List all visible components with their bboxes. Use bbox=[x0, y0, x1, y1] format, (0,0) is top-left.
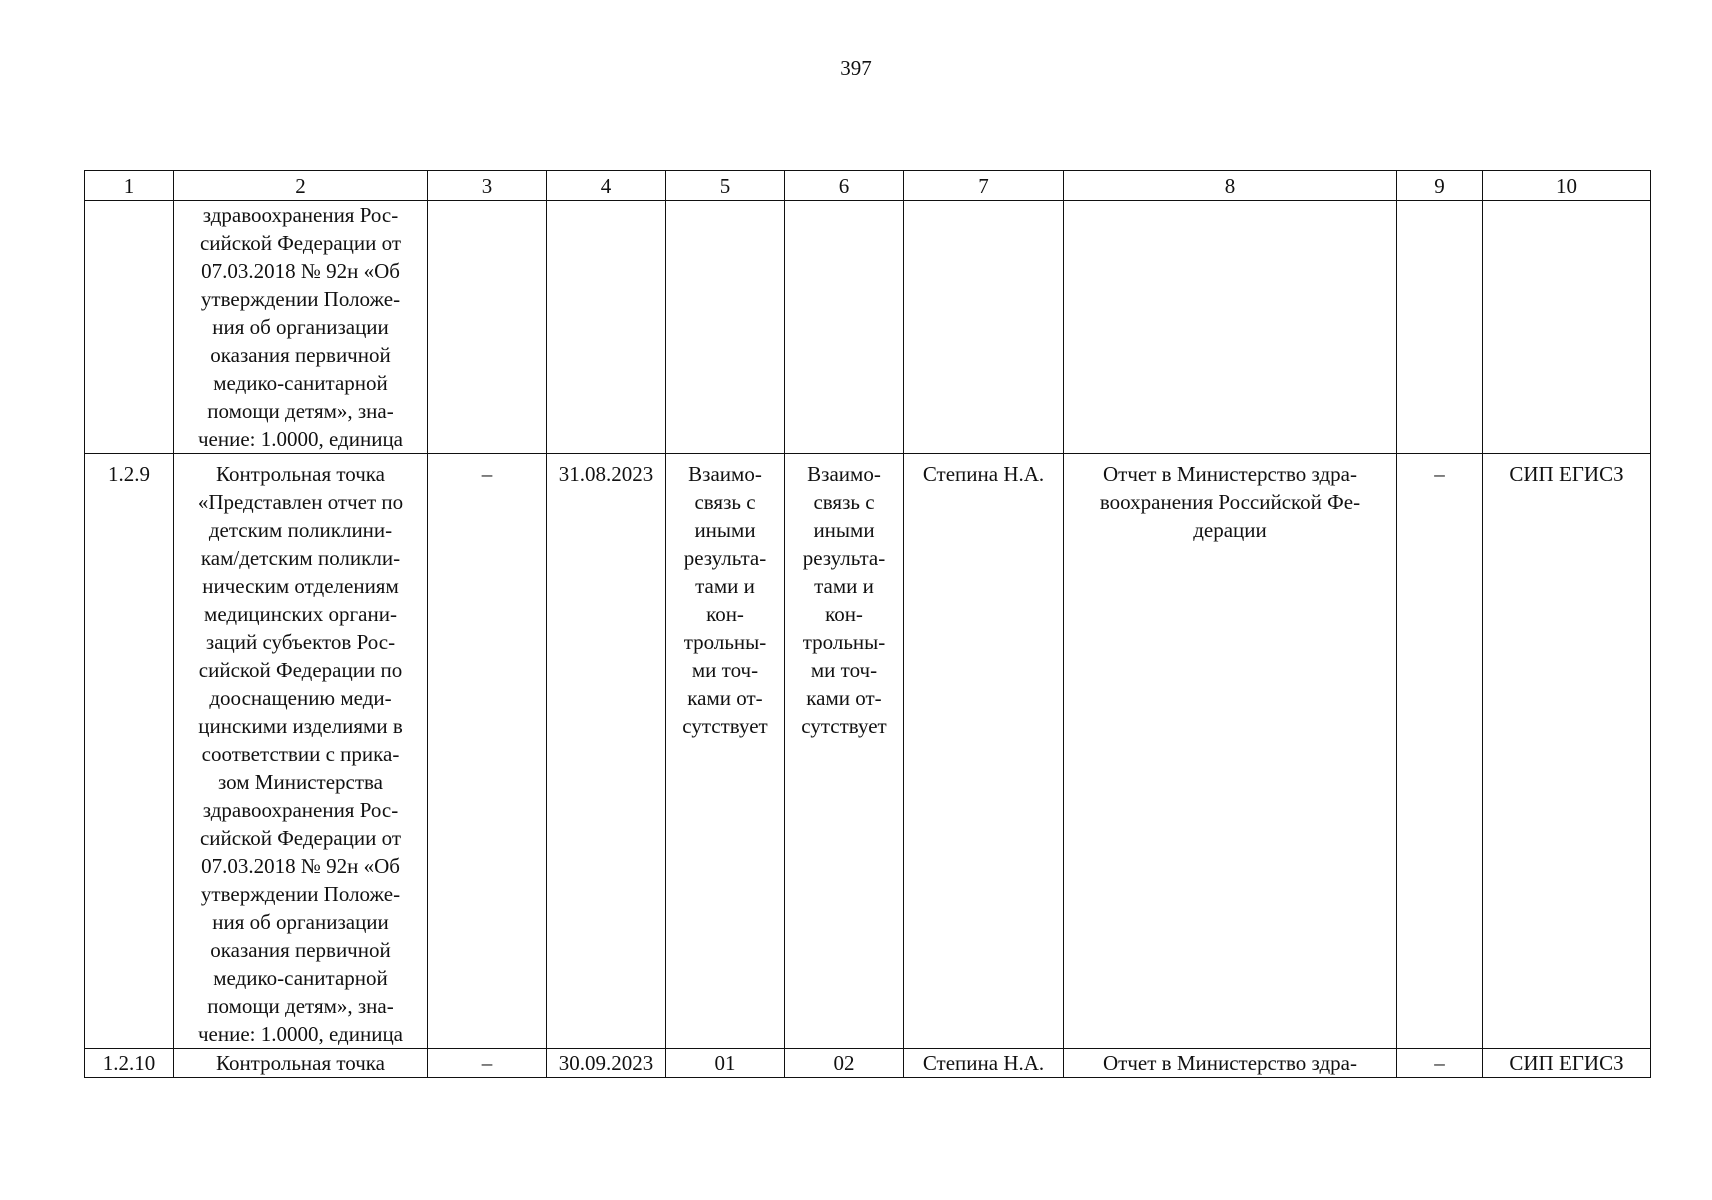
column-header-5: 5 bbox=[666, 171, 785, 201]
document-cell: Отчет в Министерство здра- bbox=[1064, 1049, 1397, 1078]
header-row bbox=[85, 171, 1651, 201]
table-row-1-2-9 bbox=[85, 454, 1651, 1049]
table-cell bbox=[428, 201, 547, 454]
column-header-8: 8 bbox=[1064, 171, 1397, 201]
table-cell bbox=[1064, 201, 1397, 454]
table-cell bbox=[547, 201, 666, 454]
dash-cell: – bbox=[1397, 1049, 1483, 1078]
relation-cell: Взаимо- связь с иными результа- тами и кон- трольны- ми точ- ками от- сутствует bbox=[785, 454, 904, 1049]
table-row-1-2-10 bbox=[85, 1049, 1651, 1078]
system-cell: СИП ЕГИСЗ bbox=[1483, 454, 1651, 1049]
row-number-cell: 1.2.10 bbox=[85, 1049, 174, 1078]
successor-cell: 02 bbox=[785, 1049, 904, 1078]
column-header-4: 4 bbox=[547, 171, 666, 201]
date-cell: 31.08.2023 bbox=[547, 454, 666, 1049]
system-cell: СИП ЕГИСЗ bbox=[1483, 1049, 1651, 1078]
continued-description-cell: здравоохранения Рос- сийской Федерации от 07.03.2018 № 92н «Об утверждении Положе- ния об организации оказания первичной медико-санитарной помощи детям», зна- чение: 1.0000, единица bbox=[174, 201, 428, 454]
column-header-6: 6 bbox=[785, 171, 904, 201]
table-cell bbox=[666, 201, 785, 454]
table-cell bbox=[85, 201, 174, 454]
column-header-9: 9 bbox=[1397, 171, 1483, 201]
table-row-continuation bbox=[85, 201, 1651, 454]
page-number: 397 bbox=[840, 56, 872, 80]
column-header-7: 7 bbox=[904, 171, 1064, 201]
table-cell bbox=[904, 201, 1064, 454]
table-cell bbox=[1483, 201, 1651, 454]
column-header-10: 10 bbox=[1483, 171, 1651, 201]
column-header-2: 2 bbox=[174, 171, 428, 201]
document-cell: Отчет в Министерство здра- воохранения Российской Фе- дерации bbox=[1064, 454, 1397, 1049]
row-number-cell: 1.2.9 bbox=[85, 454, 174, 1049]
responsible-cell: Степина Н.А. bbox=[904, 1049, 1064, 1078]
description-cell: Контрольная точка «Представлен отчет по детским поликлини- кам/детским поликли- ническим отделениям медицинских органи- заций субъектов Рос- сийской Федерации по дооснащению меди- цинскими изделиями в соответствии с прика- зом Министерства здравоохранения Рос- сийской Федерации от 07.03.2018 № 92н «Об утверждении Положе- ния об организации оказания первичной медико-санитарной помощи детям», зна- чение: 1.0000, единица bbox=[174, 454, 428, 1049]
table-cell bbox=[1397, 201, 1483, 454]
data-table bbox=[84, 170, 1651, 1078]
dash-cell: – bbox=[1397, 454, 1483, 1049]
dash-cell: – bbox=[428, 454, 547, 1049]
dash-cell: – bbox=[428, 1049, 547, 1078]
column-header-3: 3 bbox=[428, 171, 547, 201]
column-header-1: 1 bbox=[85, 171, 174, 201]
relation-cell: Взаимо- связь с иными результа- тами и кон- трольны- ми точ- ками от- сутствует bbox=[666, 454, 785, 1049]
responsible-cell: Степина Н.А. bbox=[904, 454, 1064, 1049]
table-cell bbox=[785, 201, 904, 454]
predecessor-cell: 01 bbox=[666, 1049, 785, 1078]
description-cell: Контрольная точка bbox=[174, 1049, 428, 1078]
date-cell: 30.09.2023 bbox=[547, 1049, 666, 1078]
